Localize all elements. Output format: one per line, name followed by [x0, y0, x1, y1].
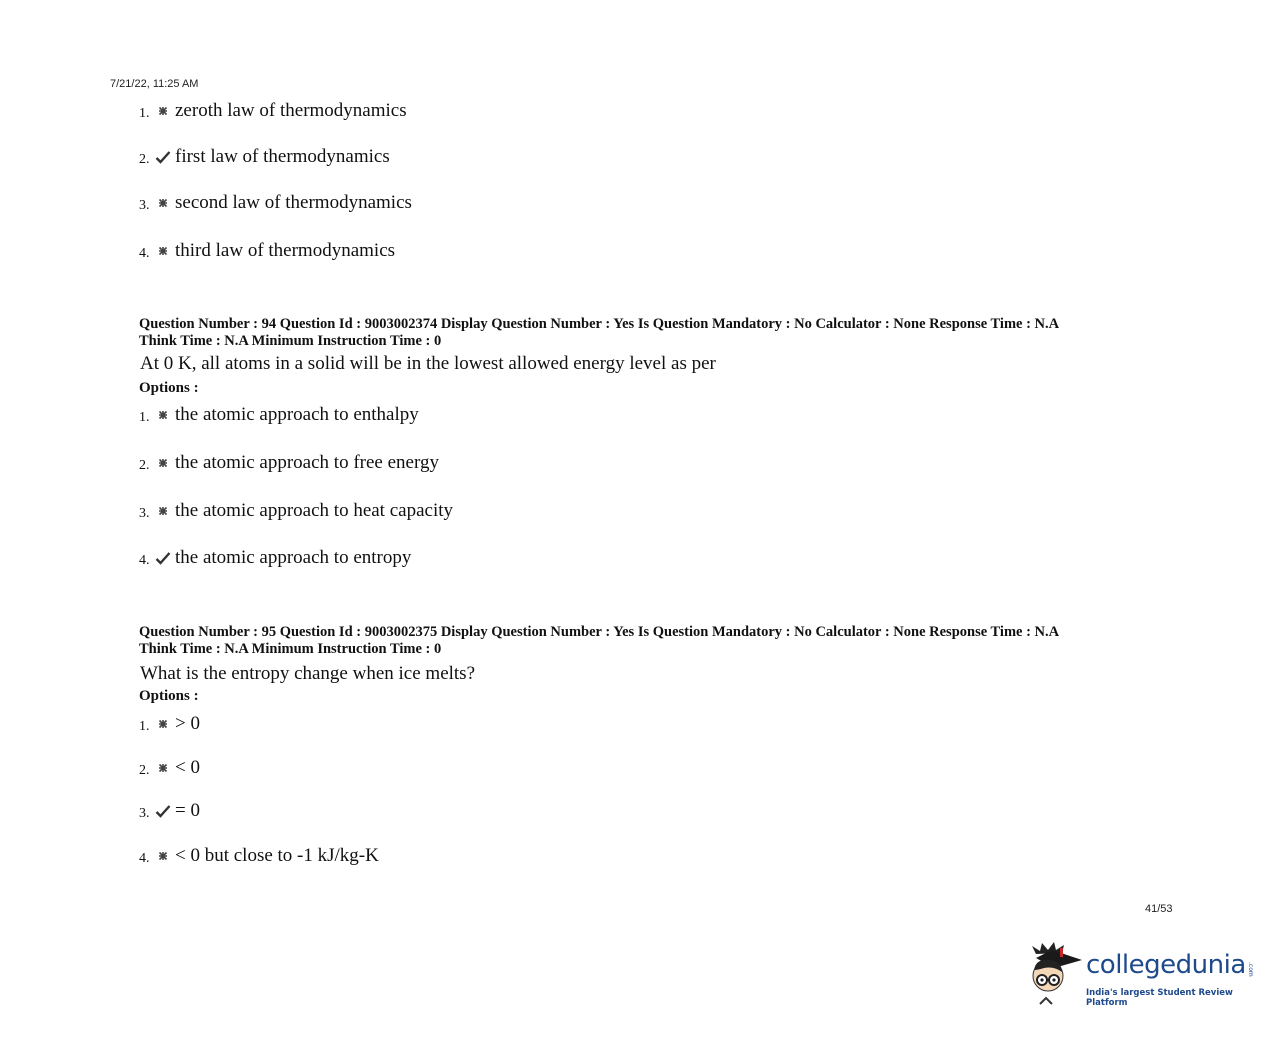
option-number: 3.	[139, 806, 150, 821]
question-meta-line: Think Time : N.A Minimum Instruction Time : 0	[139, 641, 442, 657]
cross-icon	[155, 760, 171, 776]
option-number: 2.	[139, 458, 150, 473]
cross-icon	[155, 716, 171, 732]
option-number: 4.	[139, 851, 150, 866]
option-row	[139, 496, 453, 522]
option-text: the atomic approach to free energy	[175, 452, 439, 473]
cross-icon	[155, 243, 171, 259]
option-number: 1.	[139, 410, 150, 425]
question-text: At 0 K, all atoms in a solid will be in the lowest allowed energy level as per	[140, 353, 716, 374]
print-timestamp: 7/21/22, 11:25 AM	[110, 78, 199, 90]
cross-icon	[155, 195, 171, 211]
question-meta-line: Question Number : 94 Question Id : 9003002374 Display Question Number : Yes Is Question Mandatory : No Calculator : None Response Time : N.A	[139, 316, 1060, 332]
question-meta-line: Question Number : 95 Question Id : 9003002375 Display Question Number : Yes Is Question Mandatory : No Calculator : None Response Time : N.A	[139, 624, 1060, 640]
option-row	[139, 188, 412, 214]
cross-icon	[155, 455, 171, 471]
question-meta-line: Think Time : N.A Minimum Instruction Time : 0	[139, 333, 442, 349]
option-text: < 0 but close to -1 kJ/kg-K	[175, 845, 379, 866]
checkmark-icon	[155, 149, 171, 165]
cross-icon	[155, 407, 171, 423]
option-row	[139, 400, 419, 426]
option-row	[139, 142, 390, 168]
option-row	[139, 796, 200, 822]
option-text: the atomic approach to heat capacity	[175, 500, 454, 521]
option-text: the atomic approach to enthalpy	[175, 404, 419, 425]
question-meta	[139, 624, 1169, 658]
cross-icon	[155, 848, 171, 864]
option-number: 2.	[139, 152, 150, 167]
logo-tagline: India's largest Student Review Platform	[1086, 988, 1233, 1008]
option-number: 3.	[139, 198, 150, 213]
option-number: 4.	[139, 553, 150, 568]
option-row	[139, 96, 407, 122]
cross-icon	[155, 103, 171, 119]
option-number: 4.	[139, 246, 150, 261]
checkmark-icon	[155, 803, 171, 819]
logo-wordmark: collegedunia	[1086, 950, 1246, 980]
option-text: second law of thermodynamics	[175, 192, 412, 213]
option-row	[139, 543, 411, 569]
checkmark-icon	[155, 550, 171, 566]
option-text: first law of thermodynamics	[175, 146, 390, 167]
option-text: zeroth law of thermodynamics	[175, 100, 407, 121]
option-row	[139, 709, 200, 735]
page-number: 41/53	[1145, 903, 1173, 915]
option-number: 1.	[139, 719, 150, 734]
option-text: the atomic approach to entropy	[175, 547, 412, 568]
collegedunia-logo	[1024, 940, 1264, 1010]
option-number: 2.	[139, 763, 150, 778]
mascot-icon	[1024, 940, 1084, 1008]
logo-domain-suffix: .com	[1247, 962, 1254, 977]
option-text: < 0	[175, 757, 200, 778]
options-label: Options :	[139, 688, 199, 704]
option-text: third law of thermodynamics	[175, 240, 396, 261]
option-row	[139, 753, 200, 779]
option-row	[139, 841, 379, 867]
question-text: What is the entropy change when ice melts?	[140, 663, 476, 684]
option-text: = 0	[175, 800, 200, 821]
options-label: Options :	[139, 380, 199, 396]
question-meta	[139, 316, 1169, 350]
option-text: > 0	[175, 713, 200, 734]
option-row	[139, 448, 439, 474]
option-row	[139, 236, 395, 262]
option-number: 1.	[139, 106, 150, 121]
cross-icon	[155, 503, 171, 519]
option-number: 3.	[139, 506, 150, 521]
